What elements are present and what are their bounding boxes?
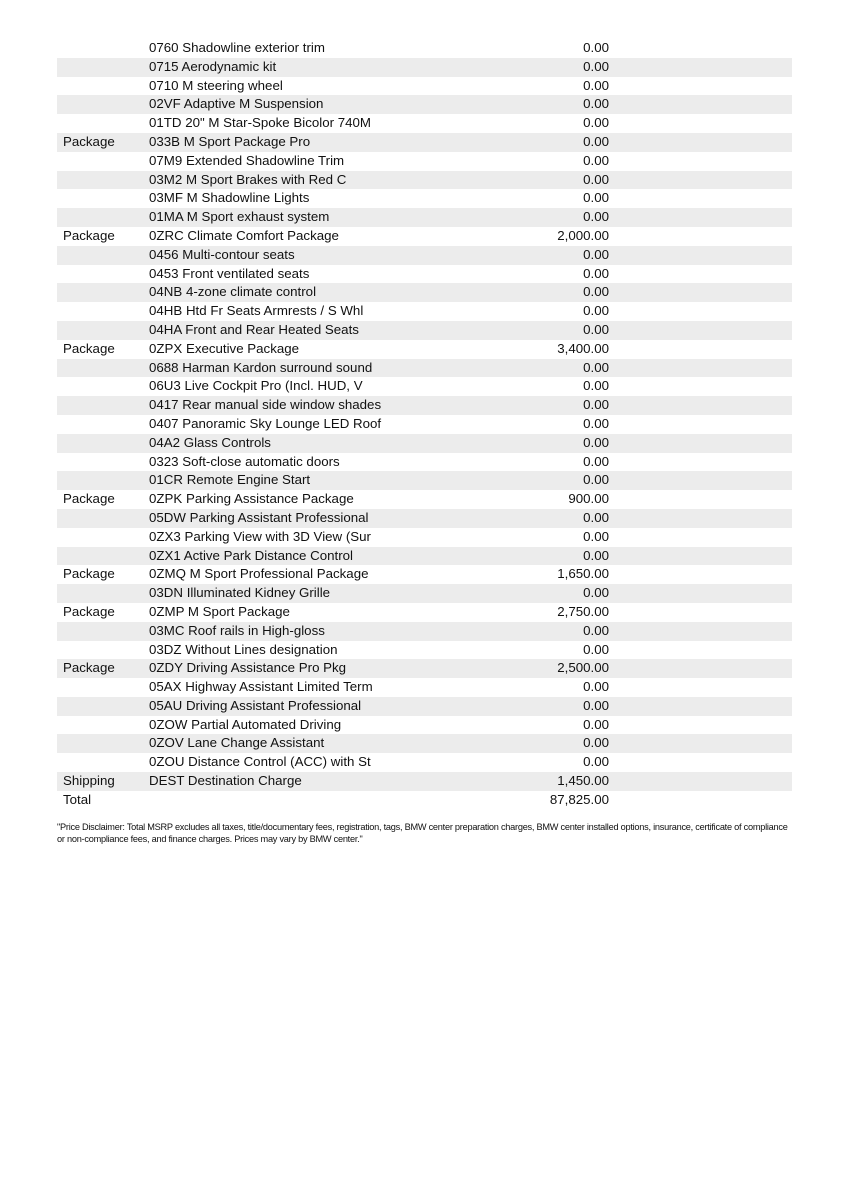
row-description: 0710 M steering wheel bbox=[149, 77, 283, 93]
table-row bbox=[57, 753, 792, 772]
table-row bbox=[57, 114, 792, 133]
row-description: 0407 Panoramic Sky Lounge LED Roof bbox=[149, 415, 382, 431]
row-description: 0ZOV Lane Change Assistant bbox=[149, 735, 325, 751]
row-description: 033B M Sport Package Pro bbox=[149, 133, 311, 149]
row-description: 0ZMP M Sport Package bbox=[149, 603, 290, 619]
table-row bbox=[57, 189, 792, 208]
row-price: 2,500.00 bbox=[557, 660, 609, 676]
table-row bbox=[57, 678, 792, 697]
table-row bbox=[57, 95, 792, 114]
row-price: 2,750.00 bbox=[557, 603, 609, 619]
table-row bbox=[57, 565, 792, 584]
row-price: 0.00 bbox=[583, 622, 609, 638]
table-row bbox=[57, 265, 792, 284]
row-price: 0.00 bbox=[583, 40, 609, 55]
table-row bbox=[57, 377, 792, 396]
row-price: 0.00 bbox=[583, 115, 609, 131]
row-description: 05AX Highway Assistant Limited Term bbox=[149, 679, 373, 695]
row-price: 0.00 bbox=[583, 321, 609, 337]
row-description: 01MA M Sport exhaust system bbox=[149, 209, 330, 225]
row-description: 0ZX1 Active Park Distance Control bbox=[149, 547, 353, 563]
row-description: 0ZDY Driving Assistance Pro Pkg bbox=[149, 660, 347, 676]
row-description: 0715 Aerodynamic kit bbox=[149, 58, 277, 74]
table-row bbox=[57, 77, 792, 96]
table-row bbox=[57, 359, 792, 378]
table-row bbox=[57, 772, 792, 791]
row-price: 0.00 bbox=[583, 209, 609, 225]
table-row bbox=[57, 471, 792, 490]
row-description: 0688 Harman Kardon surround sound bbox=[149, 359, 373, 375]
row-price: 2,000.00 bbox=[557, 227, 609, 243]
table-row bbox=[57, 340, 792, 359]
row-price: 0.00 bbox=[583, 378, 609, 394]
table-row bbox=[57, 641, 792, 660]
table-row bbox=[57, 415, 792, 434]
row-description: 0456 Multi-contour seats bbox=[149, 246, 295, 262]
table-row bbox=[57, 302, 792, 321]
row-price: 1,450.00 bbox=[557, 773, 609, 789]
row-price: 87,825.00 bbox=[549, 791, 609, 807]
table-row bbox=[57, 152, 792, 171]
row-description: 01CR Remote Engine Start bbox=[149, 472, 311, 488]
row-price: 0.00 bbox=[583, 171, 609, 187]
table-row bbox=[57, 697, 792, 716]
table-row bbox=[57, 39, 792, 58]
table-row bbox=[57, 434, 792, 453]
row-description: 05AU Driving Assistant Professional bbox=[149, 697, 362, 713]
row-description: 05DW Parking Assistant Professional bbox=[149, 509, 369, 525]
row-price: 0.00 bbox=[583, 397, 609, 413]
row-price: 0.00 bbox=[583, 641, 609, 657]
row-type: Package bbox=[63, 340, 115, 356]
row-description: 01TD 20" M Star-Spoke Bicolor 740M bbox=[149, 115, 371, 131]
table-row bbox=[57, 509, 792, 528]
row-price: 0.00 bbox=[583, 716, 609, 732]
row-description: 0ZRC Climate Comfort Package bbox=[149, 227, 339, 243]
row-price: 0.00 bbox=[583, 284, 609, 300]
table-row bbox=[57, 208, 792, 227]
row-description: 0ZX3 Parking View with 3D View (Sur bbox=[149, 528, 371, 544]
row-type: Total bbox=[63, 791, 92, 807]
row-price: 0.00 bbox=[583, 58, 609, 74]
row-price: 0.00 bbox=[583, 190, 609, 206]
table-row bbox=[57, 716, 792, 735]
row-type: Package bbox=[63, 660, 115, 676]
row-price: 0.00 bbox=[583, 434, 609, 450]
row-price: 0.00 bbox=[583, 697, 609, 713]
row-description: 0417 Rear manual side window shades bbox=[149, 397, 382, 413]
row-description: 0ZOW Partial Automated Driving bbox=[149, 716, 342, 732]
table-row bbox=[57, 227, 792, 246]
row-description: 0760 Shadowline exterior trim bbox=[149, 40, 325, 55]
row-type: Package bbox=[63, 133, 115, 149]
row-description: 03MF M Shadowline Lights bbox=[149, 190, 310, 206]
row-type: Package bbox=[63, 566, 115, 582]
row-price: 0.00 bbox=[583, 133, 609, 149]
price-table bbox=[57, 39, 792, 810]
row-price: 0.00 bbox=[583, 679, 609, 695]
table-row bbox=[57, 58, 792, 77]
table-row bbox=[57, 246, 792, 265]
row-description: DEST Destination Charge bbox=[149, 773, 302, 789]
table-row bbox=[57, 171, 792, 190]
row-price: 0.00 bbox=[583, 547, 609, 563]
row-description: 02VF Adaptive M Suspension bbox=[149, 96, 324, 112]
row-description: 04HA Front and Rear Heated Seats bbox=[149, 321, 359, 337]
row-type: Package bbox=[63, 603, 115, 619]
table-row bbox=[57, 603, 792, 622]
row-description: 04NB 4-zone climate control bbox=[149, 284, 317, 300]
row-description: 0323 Soft-close automatic doors bbox=[149, 453, 340, 469]
table-row bbox=[57, 791, 792, 810]
row-price: 0.00 bbox=[583, 246, 609, 262]
table-row bbox=[57, 321, 792, 340]
row-description: 0ZPK Parking Assistance Package bbox=[149, 491, 354, 507]
row-description: 0ZPX Executive Package bbox=[149, 340, 300, 356]
row-price: 0.00 bbox=[583, 303, 609, 319]
row-price: 0.00 bbox=[583, 265, 609, 281]
row-price: 0.00 bbox=[583, 735, 609, 751]
row-description: 04A2 Glass Controls bbox=[149, 434, 271, 450]
row-type: Package bbox=[63, 227, 115, 243]
row-description: 0453 Front ventilated seats bbox=[149, 265, 310, 281]
table-row bbox=[57, 547, 792, 566]
table-row bbox=[57, 584, 792, 603]
row-price: 900.00 bbox=[568, 491, 609, 507]
row-description: 0ZOU Distance Control (ACC) with St bbox=[149, 754, 371, 770]
table-row bbox=[57, 659, 792, 678]
row-description: 06U3 Live Cockpit Pro (Incl. HUD, V bbox=[149, 378, 363, 394]
table-row bbox=[57, 133, 792, 152]
row-price: 0.00 bbox=[583, 472, 609, 488]
row-type: Package bbox=[63, 491, 115, 507]
row-price: 0.00 bbox=[583, 152, 609, 168]
row-price: 0.00 bbox=[583, 77, 609, 93]
row-price: 0.00 bbox=[583, 415, 609, 431]
row-price: 1,650.00 bbox=[557, 566, 609, 582]
row-description: 03DN Illuminated Kidney Grille bbox=[149, 585, 331, 601]
table-row bbox=[57, 528, 792, 547]
table-row bbox=[57, 622, 792, 641]
row-description: 03DZ Without Lines designation bbox=[149, 641, 338, 657]
table-row bbox=[57, 283, 792, 302]
row-type: Shipping bbox=[63, 773, 115, 789]
table-row bbox=[57, 453, 792, 472]
row-price: 0.00 bbox=[583, 509, 609, 525]
row-price: 0.00 bbox=[583, 453, 609, 469]
row-price: 0.00 bbox=[583, 528, 609, 544]
row-price: 0.00 bbox=[583, 359, 609, 375]
row-price: 0.00 bbox=[583, 585, 609, 601]
table-row bbox=[57, 490, 792, 509]
row-price: 3,400.00 bbox=[557, 340, 609, 356]
row-description: 0ZMQ M Sport Professional Package bbox=[149, 566, 369, 582]
row-description: 07M9 Extended Shadowline Trim bbox=[149, 152, 345, 168]
row-price: 0.00 bbox=[583, 754, 609, 770]
table-row bbox=[57, 734, 792, 753]
table-row bbox=[57, 396, 792, 415]
row-description: 04HB Htd Fr Seats Armrests / S Whl bbox=[149, 303, 364, 319]
price-disclaimer: "Price Disclaimer: Total MSRP excludes all taxes, title/documentary fees, registration, tags, BMW center preparation charges, BMW center installed options, insurance, certificate of compliance or non-compliance fees, and finance charges. Prices may vary by BMW center." bbox=[57, 822, 788, 844]
row-description: 03M2 M Sport Brakes with Red C bbox=[149, 171, 347, 187]
row-description: 03MC Roof rails in High-gloss bbox=[149, 622, 325, 638]
row-price: 0.00 bbox=[583, 96, 609, 112]
